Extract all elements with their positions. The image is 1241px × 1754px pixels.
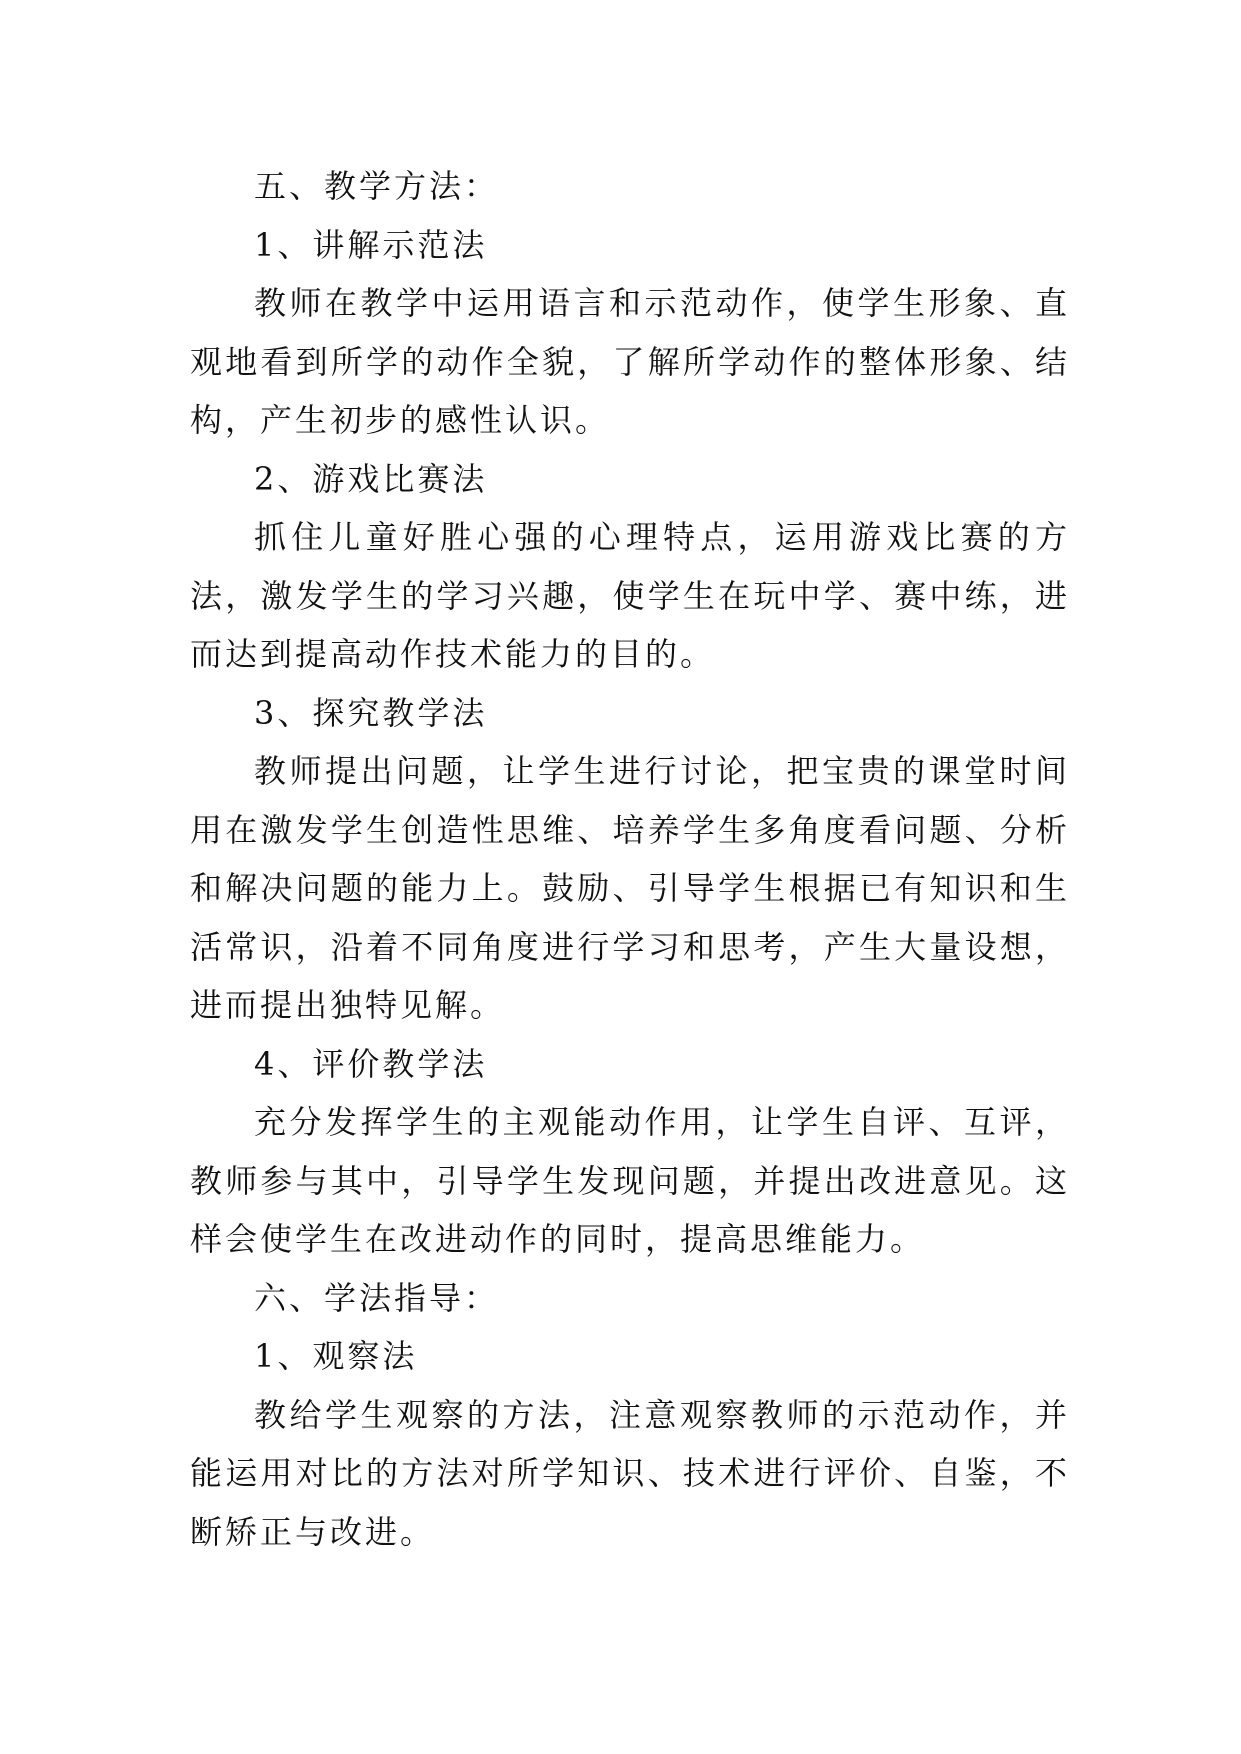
section-heading-teaching-methods: 五、教学方法： [254,167,500,205]
subheading-inquiry-teaching: 3、探究教学法 [254,693,488,732]
subheading-observation: 1、观察法 [254,1337,418,1375]
subheading-explanation-demonstration: 1、讲解示范法 [254,225,488,264]
paragraph-inquiry-teaching: 教师提出问题，让学生进行讨论，把宝贵的课堂时间用在激发学生创造性思维、培养学生多角度看问题、分析和解决问题的能力上。鼓励、引导学生根据已有知识和生活常识，沿着不同角度进行学习和思考，产生大量设想，进而提出独特见解。 [190,752,1070,1024]
paragraph-observation: 教给学生观察的方法，注意观察教师的示范动作，并能运用对比的方法对所学知识、技术进行评价、自鉴，不断矫正与改进。 [190,1395,1070,1551]
document-body [190,157,1070,1561]
paragraph-evaluation-teaching: 充分发挥学生的主观能动作用，让学生自评、互评，教师参与其中，引导学生发现问题，并提出改进意见。这样会使学生在改进动作的同时，提高思维能力。 [190,1103,1070,1258]
paragraph-explanation-demonstration: 教师在教学中运用语言和示范动作，使学生形象、直观地看到所学的动作全貌，了解所学动作的整体形象、结构，产生初步的感性认识。 [190,284,1070,439]
subheading-evaluation-teaching: 4、评价教学法 [254,1044,488,1083]
subheading-game-competition: 2、游戏比赛法 [254,459,488,498]
paragraph-game-competition: 抓住儿童好胜心强的心理特点，运用游戏比赛的方法，激发学生的学习兴趣，使学生在玩中学、赛中练，进而达到提高动作技术能力的目的。 [190,518,1070,673]
section-heading-learning-guidance: 六、学法指导： [254,1278,500,1317]
